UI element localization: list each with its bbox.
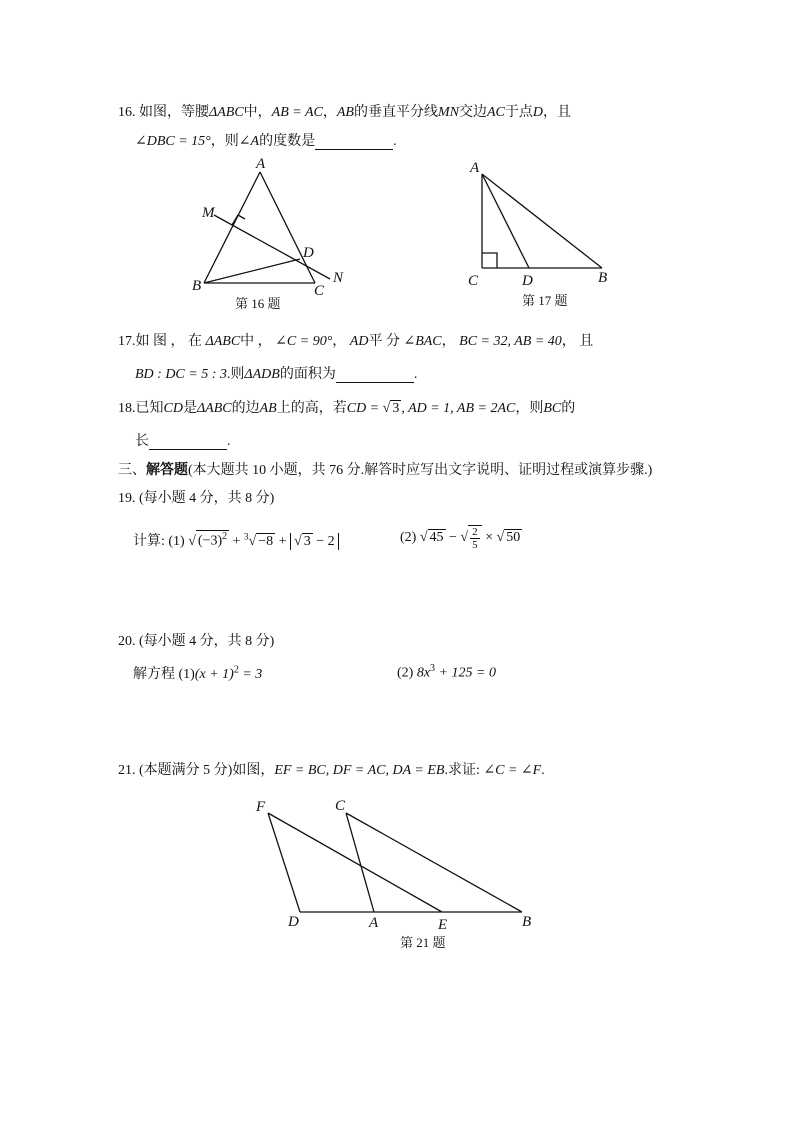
q18-line1: 18.已知CD是ΔABC的边AB上的高，若CD = √ 3 , AD = 1, AB = 2AC，则BC的 — [118, 401, 576, 416]
q17-line2: BD : DC = 5 : 3.则ΔADB的面积为 . — [135, 367, 418, 382]
fig16-label-a: A — [256, 156, 266, 172]
fig17-right-angle — [482, 253, 497, 268]
fig17-label-c: C — [468, 273, 479, 289]
fig21-label-f: F — [256, 799, 266, 815]
q18-line2: 长 . — [135, 434, 231, 449]
q20-part1: 解方程 $(1)(x + 1)^2 = 3$ — [133, 664, 263, 682]
fig21-label-b: B — [522, 914, 532, 930]
fig16-label-d: D — [303, 245, 314, 261]
fig21-caption: 第 21 题 — [400, 935, 446, 950]
fig21-label-c: C — [335, 798, 346, 814]
fig21-label-e: E — [438, 917, 448, 933]
fig21-label-d: D — [288, 914, 299, 930]
q20-heading: 20. (每小题 4 分，共 8 分) — [118, 634, 275, 649]
fig17-line-ad — [482, 174, 529, 268]
figure-16 — [190, 155, 360, 315]
fig17-label-a: A — [470, 160, 480, 176]
q16-line1: 16. 如图，等腰ΔABC中，AB = AC，AB的垂直平分线MN交边AC于点D，且 — [118, 105, 571, 120]
fig17-label-d: D — [522, 273, 533, 289]
fig16-line-bd — [204, 259, 300, 283]
q18-answer-blank[interactable] — [149, 435, 227, 450]
fig16-label-b: B — [192, 278, 202, 294]
fig16-label-m: M — [202, 205, 215, 221]
fig21-side-fe — [268, 813, 442, 912]
fig16-side-ab — [204, 172, 260, 283]
q16-line2: ∠DBC = 15°，则∠A的度数是 . — [135, 134, 397, 149]
fig16-label-c: C — [314, 283, 325, 299]
fig17-side-ab — [482, 174, 602, 268]
fig17-label-b: B — [598, 270, 608, 286]
q17-line1: 17.如 图 ， 在 ΔABC中 ， ∠C = 90°， AD平 分 ∠BAC， BC = 32, AB = 40， 且 — [118, 334, 594, 349]
fig21-label-a: A — [369, 915, 379, 931]
fig16-label-n: N — [333, 270, 344, 286]
q17-answer-blank[interactable] — [336, 368, 414, 383]
fig16-caption: 第 16 题 — [235, 296, 281, 311]
fig21-side-cb — [346, 813, 522, 912]
figure-21 — [250, 795, 550, 955]
q21-text: 21. (本题满分 5 分)如图，EF = BC, DF = AC, DA = EB.求证: ∠C = ∠F. — [118, 763, 545, 778]
q19-part2: (2) √ 45 − √ $\frac{2}{5}$ × √ 50 — [400, 526, 521, 551]
q19-part1: 计算: (1) √ $(-3)^2 + ^3√ -8$ + √ 3 − 2 — [133, 530, 339, 550]
fig21-side-ca — [346, 813, 374, 912]
figure-17 — [462, 155, 622, 315]
q20-part2: (2) $8x^3 + 125 = 0$ — [397, 663, 496, 681]
q19-heading: 19. (每小题 4 分，共 8 分) — [118, 491, 275, 506]
fig17-caption: 第 17 题 — [522, 293, 568, 308]
q16-answer-blank[interactable] — [315, 135, 393, 150]
section3-heading: 三、解答题(本大题共 10 小题，共 76 分.解答时应写出文字说明、证明过程或演算步骤.) — [118, 463, 653, 478]
